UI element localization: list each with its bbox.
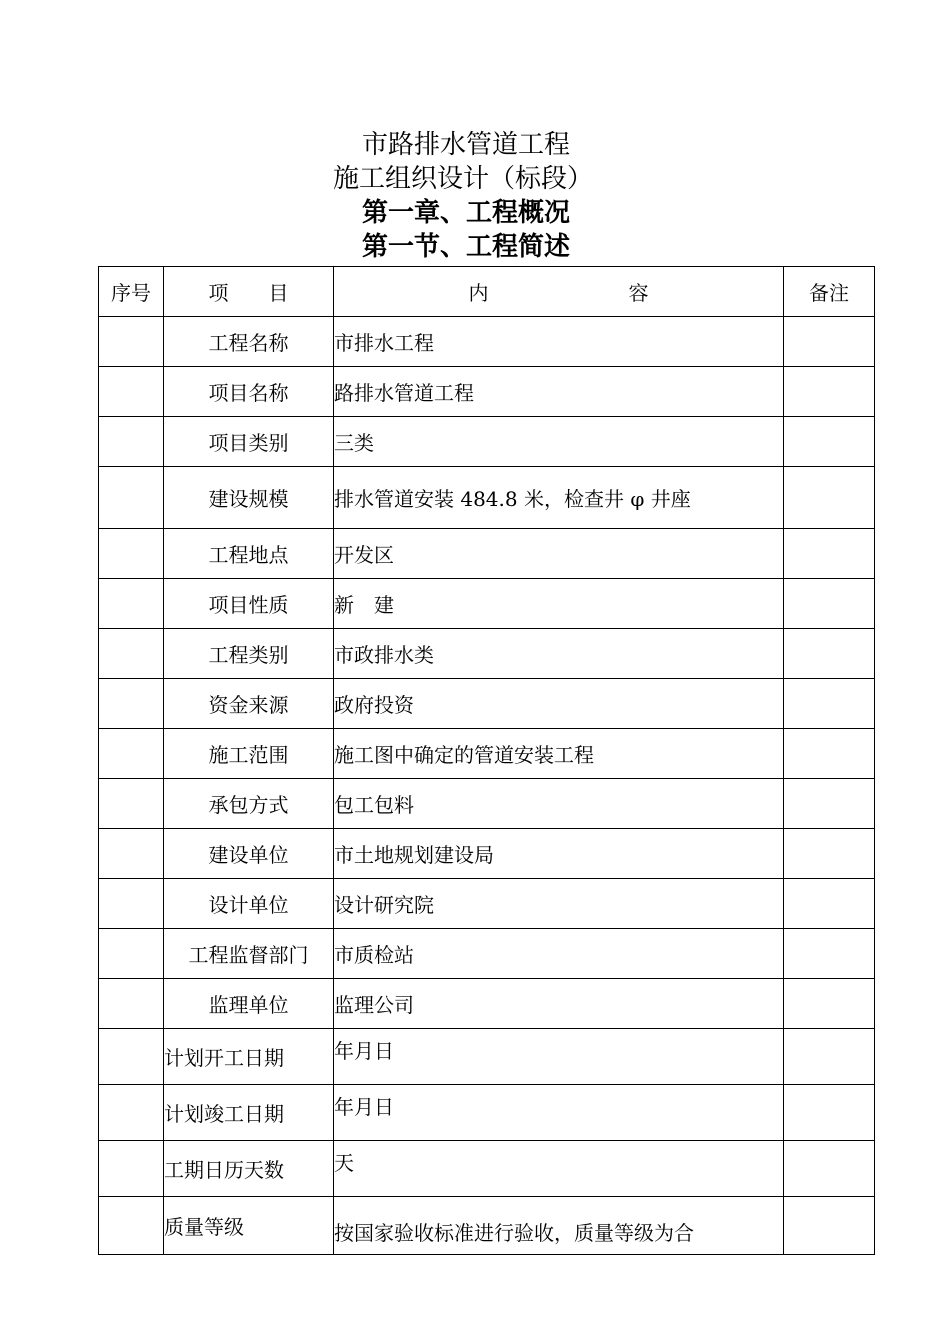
table-row bbox=[99, 417, 875, 467]
row-content: 排水管道安装 484.8 米，检查井 φ 井座 bbox=[334, 467, 784, 529]
row-no bbox=[99, 367, 164, 417]
row-content: 监理公司 bbox=[334, 979, 784, 1029]
row-content: 施工图中确定的管道安装工程 bbox=[334, 729, 784, 779]
row-item: 工程地点 bbox=[164, 529, 334, 579]
row-remark bbox=[784, 779, 875, 829]
row-remark bbox=[784, 467, 875, 529]
row-remark bbox=[784, 579, 875, 629]
row-item: 质量等级 bbox=[164, 1197, 334, 1255]
row-no bbox=[99, 529, 164, 579]
table-row bbox=[99, 529, 875, 579]
row-remark bbox=[784, 1141, 875, 1197]
header-remark: 备注 bbox=[784, 267, 875, 317]
row-no bbox=[99, 417, 164, 467]
row-item: 工程名称 bbox=[164, 317, 334, 367]
row-content: 开发区 bbox=[334, 529, 784, 579]
row-item: 项目类别 bbox=[164, 417, 334, 467]
row-content: 三类 bbox=[334, 417, 784, 467]
row-no bbox=[99, 1085, 164, 1141]
row-content: 新 建 bbox=[334, 579, 784, 629]
row-content: 按国家验收标准进行验收，质量等级为合 bbox=[334, 1197, 784, 1255]
row-remark bbox=[784, 679, 875, 729]
row-remark bbox=[784, 417, 875, 467]
row-item: 资金来源 bbox=[164, 679, 334, 729]
row-no bbox=[99, 979, 164, 1029]
header-item: 项 目 bbox=[164, 267, 334, 317]
row-content: 年月日 bbox=[334, 1029, 784, 1085]
table-row bbox=[99, 1085, 875, 1141]
row-remark bbox=[784, 317, 875, 367]
row-content: 市政排水类 bbox=[334, 629, 784, 679]
row-no bbox=[99, 1197, 164, 1255]
row-remark bbox=[784, 629, 875, 679]
row-remark bbox=[784, 879, 875, 929]
row-no bbox=[99, 829, 164, 879]
row-content: 路排水管道工程 bbox=[334, 367, 784, 417]
header-no: 序号 bbox=[99, 267, 164, 317]
project-overview-table bbox=[98, 266, 875, 1255]
table-row bbox=[99, 629, 875, 679]
table-row bbox=[99, 879, 875, 929]
table-row bbox=[99, 829, 875, 879]
row-content: 包工包料 bbox=[334, 779, 784, 829]
row-no bbox=[99, 679, 164, 729]
table-row bbox=[99, 1141, 875, 1197]
row-no bbox=[99, 729, 164, 779]
table-row bbox=[99, 367, 875, 417]
table-row bbox=[99, 1197, 875, 1255]
row-content: 市土地规划建设局 bbox=[334, 829, 784, 879]
header-content: 内 容 bbox=[334, 267, 784, 317]
row-no bbox=[99, 317, 164, 367]
table-row bbox=[99, 679, 875, 729]
table-row bbox=[99, 1029, 875, 1085]
row-item: 承包方式 bbox=[164, 779, 334, 829]
title-project: 市路排水管道工程 bbox=[362, 130, 571, 160]
table-row bbox=[99, 929, 875, 979]
row-content: 设计研究院 bbox=[334, 879, 784, 929]
row-remark bbox=[784, 729, 875, 779]
row-item: 建设规模 bbox=[164, 467, 334, 529]
title-design: 施工组织设计（标段） bbox=[333, 164, 594, 194]
row-no bbox=[99, 879, 164, 929]
row-content: 年月日 bbox=[334, 1085, 784, 1141]
row-item: 工程监督部门 bbox=[164, 929, 334, 979]
row-remark bbox=[784, 1085, 875, 1141]
row-content: 市质检站 bbox=[334, 929, 784, 979]
table-row bbox=[99, 979, 875, 1029]
row-remark bbox=[784, 829, 875, 879]
row-item: 工期日历天数 bbox=[164, 1141, 334, 1197]
table-row bbox=[99, 317, 875, 367]
row-item: 项目性质 bbox=[164, 579, 334, 629]
table-row bbox=[99, 779, 875, 829]
row-item: 工程类别 bbox=[164, 629, 334, 679]
title-chapter: 第一章、工程概况 bbox=[362, 198, 571, 228]
document-titles bbox=[0, 128, 950, 264]
row-remark bbox=[784, 529, 875, 579]
row-remark bbox=[784, 929, 875, 979]
row-no bbox=[99, 929, 164, 979]
row-remark bbox=[784, 979, 875, 1029]
row-no bbox=[99, 579, 164, 629]
row-no bbox=[99, 1029, 164, 1085]
row-remark bbox=[784, 1029, 875, 1085]
row-no bbox=[99, 467, 164, 529]
row-content: 天 bbox=[334, 1141, 784, 1197]
row-item: 建设单位 bbox=[164, 829, 334, 879]
table-row bbox=[99, 579, 875, 629]
row-item: 计划竣工日期 bbox=[164, 1085, 334, 1141]
table-row bbox=[99, 467, 875, 529]
row-item: 项目名称 bbox=[164, 367, 334, 417]
row-item: 计划开工日期 bbox=[164, 1029, 334, 1085]
row-content: 政府投资 bbox=[334, 679, 784, 729]
row-item: 监理单位 bbox=[164, 979, 334, 1029]
row-content: 市排水工程 bbox=[334, 317, 784, 367]
table-row bbox=[99, 729, 875, 779]
row-no bbox=[99, 629, 164, 679]
row-no bbox=[99, 779, 164, 829]
title-section: 第一节、工程简述 bbox=[362, 232, 571, 262]
row-item: 施工范围 bbox=[164, 729, 334, 779]
row-no bbox=[99, 1141, 164, 1197]
row-item: 设计单位 bbox=[164, 879, 334, 929]
table-header-row bbox=[99, 267, 875, 317]
row-remark bbox=[784, 1197, 875, 1255]
row-remark bbox=[784, 367, 875, 417]
